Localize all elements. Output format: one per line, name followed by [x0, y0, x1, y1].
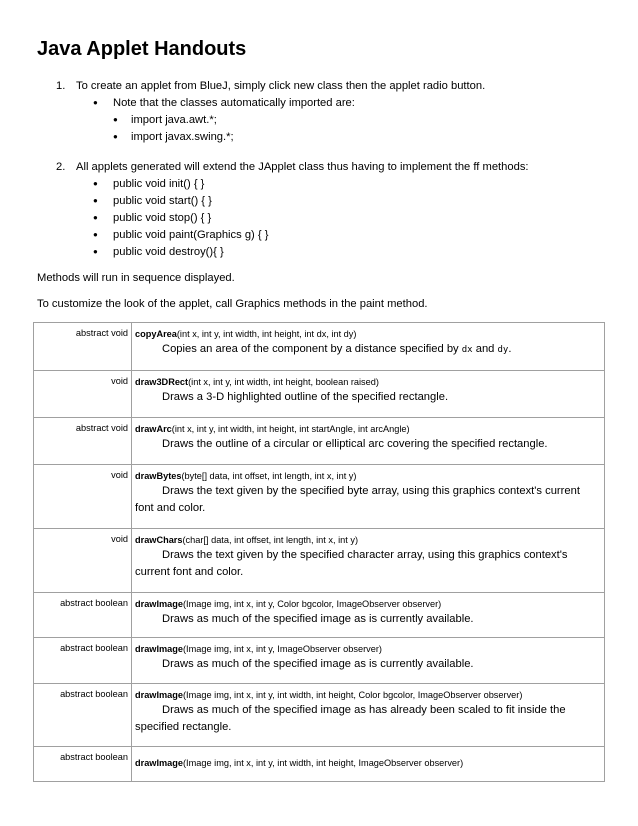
method-cell	[132, 593, 605, 638]
method-cell	[132, 371, 605, 418]
table-row	[34, 747, 605, 782]
step-text: To create an applet from BlueJ, simply click new class then the applet radio button.	[76, 80, 486, 92]
method-name: drawArc	[135, 424, 172, 434]
method-params: (Image img, int x, int y, int width, int height, Color bgcolor, ImageObserver observer)	[183, 690, 523, 700]
method-modifier: abstract boolean	[34, 638, 132, 684]
method-params: (byte[] data, int offset, int length, int x, int y)	[181, 471, 357, 481]
method-params: (Image img, int x, int y, int width, int height, ImageObserver observer)	[183, 758, 464, 768]
method-params: (int x, int y, int width, int height, int startAngle, int arcAngle)	[171, 424, 410, 434]
method-params: (int x, int y, int width, int height, boolean raised)	[188, 377, 379, 387]
method-params: (int x, int y, int width, int height, int dx, int dy)	[176, 329, 357, 339]
method-name: drawImage	[135, 599, 183, 609]
table-row	[34, 418, 605, 465]
method-name: drawChars	[135, 535, 183, 545]
table-row	[34, 323, 605, 371]
method-name: draw3DRect	[135, 377, 189, 387]
table-row	[34, 638, 605, 684]
method-name: copyArea	[135, 329, 177, 339]
method-description: Draws the text given by the specified character array, using this graphics context's current font and color.	[135, 549, 568, 578]
table-row	[34, 593, 605, 638]
code-dy: dy	[497, 345, 509, 355]
method-modifier: void	[34, 529, 132, 593]
list-item: import javax.swing.*;	[131, 131, 234, 143]
step-number: 1.	[56, 80, 66, 92]
table-row	[34, 684, 605, 747]
method-cell	[132, 465, 605, 529]
code-dx: dx	[461, 345, 473, 355]
method-description: Copies an area of the component by a distance specified by dx and dy.	[162, 343, 512, 355]
method-cell	[132, 638, 605, 684]
list-item: public void start() { }	[113, 195, 212, 207]
method-name: drawImage	[135, 644, 183, 654]
method-modifier: void	[34, 371, 132, 418]
step-text: All applets generated will extend the JApplet class thus having to implement the ff methods:	[76, 161, 529, 173]
table-row	[34, 529, 605, 593]
method-modifier: abstract boolean	[34, 593, 132, 638]
table-row	[34, 465, 605, 529]
method-cell	[132, 747, 605, 782]
note-text: Note that the classes automatically imported are:	[113, 97, 355, 109]
bullet-icon: ●	[113, 132, 118, 141]
method-name: drawBytes	[135, 471, 182, 481]
method-name: drawImage	[135, 758, 183, 768]
list-item: public void paint(Graphics g) { }	[113, 229, 269, 241]
list-item: public void stop() { }	[113, 212, 212, 224]
bullet-icon: ●	[93, 230, 98, 239]
method-description: Draws the text given by the specified byte array, using this graphics context's current font and color.	[135, 485, 580, 514]
method-description: Draws as much of the specified image as is currently available.	[162, 658, 474, 670]
method-cell	[132, 323, 605, 371]
method-modifier: abstract void	[34, 418, 132, 465]
step-number: 2.	[56, 161, 66, 173]
paragraph: Methods will run in sequence displayed.	[37, 272, 235, 284]
method-name: drawImage	[135, 690, 183, 700]
method-description: Draws as much of the specified image as has already been scaled to fit inside the specified rectangle.	[135, 704, 566, 733]
bullet-icon: ●	[93, 213, 98, 222]
list-item: public void destroy(){ }	[113, 246, 224, 258]
method-modifier: abstract boolean	[34, 684, 132, 747]
method-description: Draws the outline of a circular or elliptical arc covering the specified rectangle.	[162, 438, 548, 450]
method-cell	[132, 684, 605, 747]
bullet-icon: ●	[93, 179, 98, 188]
method-cell	[132, 529, 605, 593]
list-item: import java.awt.*;	[131, 114, 217, 126]
bullet-icon: ●	[93, 98, 98, 107]
paragraph: To customize the look of the applet, call Graphics methods in the paint method.	[37, 298, 428, 310]
methods-table	[33, 322, 605, 782]
list-item: public void init() { }	[113, 178, 205, 190]
method-description: Draws a 3-D highlighted outline of the specified rectangle.	[162, 391, 449, 403]
table-row	[34, 371, 605, 418]
bullet-icon: ●	[93, 196, 98, 205]
method-modifier: abstract void	[34, 323, 132, 371]
page-title: Java Applet Handouts	[37, 38, 247, 60]
method-description: Draws as much of the specified image as is currently available.	[162, 613, 474, 625]
method-params: (Image img, int x, int y, Color bgcolor, ImageObserver observer)	[183, 599, 442, 609]
bullet-icon: ●	[113, 115, 118, 124]
method-modifier: void	[34, 465, 132, 529]
method-cell	[132, 418, 605, 465]
bullet-icon: ●	[93, 247, 98, 256]
method-modifier: abstract boolean	[34, 747, 132, 782]
method-params: (char[] data, int offset, int length, int x, int y)	[182, 535, 358, 545]
method-params: (Image img, int x, int y, ImageObserver observer)	[183, 644, 382, 654]
